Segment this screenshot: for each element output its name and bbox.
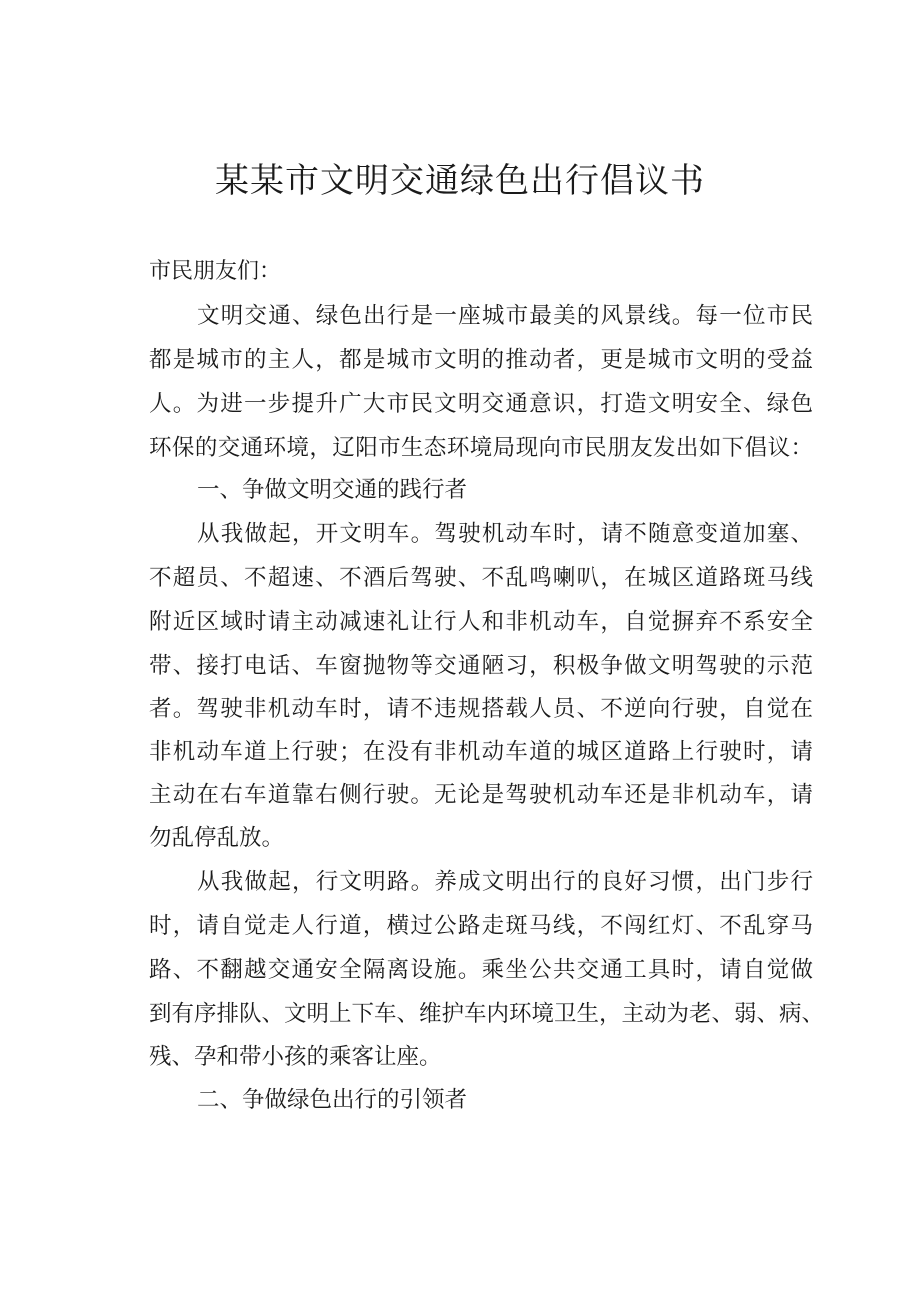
- paragraph-line: 人。为进一步提升广大市民文明交通意识，打造文明安全、绿色: [149, 391, 813, 417]
- paragraph-line: 勿乱停乱放。: [149, 825, 285, 851]
- document-title: 某某市文明交通绿色出行倡议书: [215, 161, 705, 201]
- section-heading: 一、争做文明交通的践行者: [197, 477, 468, 503]
- paragraph-line: 残、孕和带小孩的乘客让座。: [149, 1044, 442, 1070]
- paragraph-line: 非机动车道上行驶；在没有非机动车道的城区道路上行驶时，请: [149, 739, 813, 765]
- paragraph-line: 主动在右车道靠右侧行驶。无论是驾驶机动车还是非机动车，请: [149, 782, 813, 808]
- section-heading: 二、争做绿色出行的引领者: [197, 1087, 468, 1113]
- paragraph-line: 不超员、不超速、不酒后驾驶、不乱鸣喇叭，在城区道路斑马线: [149, 565, 813, 591]
- paragraph-line: 从我做起，行文明路。养成文明出行的良好习惯，出门步行: [197, 869, 813, 895]
- paragraph-line: 路、不翻越交通安全隔离设施。乘坐公共交通工具时，请自觉做: [149, 957, 813, 983]
- paragraph-line: 从我做起，开文明车。驾驶机动车时，请不随意变道加塞、: [197, 521, 813, 547]
- paragraph-line: 环保的交通环境，辽阳市生态环境局现向市民朋友发出如下倡议：: [149, 435, 813, 461]
- paragraph-line: 附近区域时请主动减速礼让行人和非机动车，自觉摒弃不系安全: [149, 609, 813, 635]
- paragraph-line: 时，请自觉走人行道，横过公路走斑马线，不闯红灯、不乱穿马: [149, 913, 813, 939]
- paragraph-line: 者。驾驶非机动车时，请不违规搭载人员、不逆向行驶，自觉在: [149, 696, 813, 722]
- salutation: 市民朋友们：: [149, 259, 282, 284]
- paragraph-line: 到有序排队、文明上下车、维护车内环境卫生，主动为老、弱、病、: [149, 1001, 825, 1027]
- paragraph-line: 带、接打电话、车窗抛物等交通陋习，积极争做文明驾驶的示范: [149, 653, 813, 679]
- paragraph-line: 文明交通、绿色出行是一座城市最美的风景线。每一位市民: [197, 303, 813, 329]
- paragraph-line: 都是城市的主人，都是城市文明的推动者，更是城市文明的受益: [149, 347, 813, 373]
